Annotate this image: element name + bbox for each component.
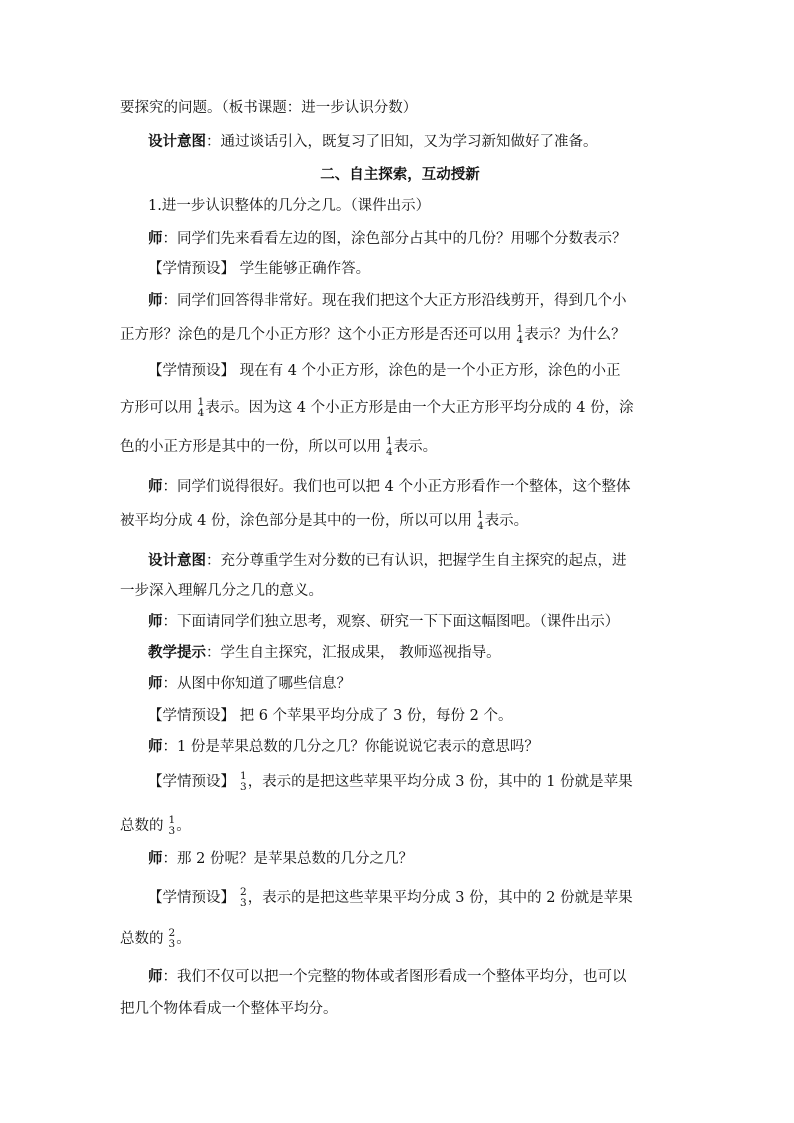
teaching-tip-label: 教学提示: [148, 644, 206, 661]
paragraph-line: [120, 324, 680, 346]
text: ：1 份是苹果总数的几分之几？你能说说它表示的意思吗？: [162, 739, 539, 755]
text: 表示。: [393, 439, 438, 455]
text: 一步深入理解几分之几的意义。: [120, 583, 323, 599]
paragraph-line: [148, 196, 680, 216]
text: 【学情预设】: [148, 890, 235, 906]
teacher-label: 师: [148, 675, 163, 692]
text: 要探究的问题。（板书课题：进一步认识分数）: [120, 100, 418, 116]
text: ，表示的是把这些苹果平均分成 3 份，其中的 1 份就是苹果: [247, 774, 633, 790]
teaching-tip-line: [148, 643, 680, 663]
prediction-line: [148, 259, 680, 279]
text: 方形可以用: [120, 400, 193, 416]
fraction-numerator: 1: [476, 509, 484, 521]
text: 1.进一步认识整体的几分之几。（课件出示）: [148, 198, 431, 214]
fraction-denominator: 3: [240, 897, 247, 909]
text: 【学情预设】 把 6 个苹果平均分成了 3 份，每份 2 个。: [148, 708, 513, 724]
text: 【学情预设】 学生能够正确作答。: [148, 261, 371, 277]
paragraph-line: [120, 436, 680, 458]
text: 总数的: [120, 818, 164, 834]
text: ，表示的是把这些苹果平均分成 3 份，其中的 2 份就是苹果: [247, 890, 633, 906]
text: ：同学们先来看看左边的图，涂色部分占其中的几份？用哪个分数表示？: [162, 231, 627, 247]
paragraph-line: [120, 815, 680, 837]
teacher-label: 师: [148, 850, 163, 867]
text: ：同学们回答得非常好。现在我们把这个大正方形沿线剪开，得到几个小: [162, 293, 627, 309]
fraction-denominator: 4: [516, 334, 524, 346]
fraction: [477, 510, 484, 532]
teacher-line: [148, 291, 680, 311]
section-title: [120, 165, 680, 185]
paragraph-line: [120, 928, 680, 950]
teacher-label: 师: [148, 478, 163, 495]
prediction-line: [148, 706, 680, 726]
text: 把几个物体看成一个整体平均分。: [120, 1001, 338, 1017]
prediction-line: [148, 361, 680, 381]
design-intent-label: 设计意图: [148, 133, 206, 150]
teacher-label: 师: [148, 738, 163, 755]
fraction-denominator: 3: [168, 938, 176, 950]
prediction-line: [148, 887, 680, 909]
text: 。: [176, 931, 191, 947]
paragraph-line: [120, 510, 680, 532]
fraction: [517, 324, 524, 346]
fraction: [386, 436, 393, 458]
fraction-numerator: 2: [168, 927, 176, 939]
design-intent-label: 设计意图: [148, 552, 206, 569]
text: 被平均分成 4 份，涂色部分是其中的一份，所以可以用: [120, 513, 472, 529]
fraction: [169, 928, 176, 950]
fraction: [240, 771, 247, 793]
teacher-line: [148, 674, 680, 694]
paragraph-line: [120, 999, 680, 1019]
fraction: [198, 397, 205, 419]
text: ：下面请同学们独立思考，观察、研究一下下面这幅图吧。（课件出示）: [162, 614, 620, 630]
fraction-numerator: 2: [240, 886, 247, 898]
text: 正方形？涂色的是几个小正方形？这个小正方形是否还可以用: [120, 327, 512, 343]
text: 【学情预设】 现在有 4 个小正方形，涂色的是一个小正方形，涂色的小正: [148, 363, 621, 379]
fraction-denominator: 4: [197, 407, 205, 419]
fraction: [240, 887, 247, 909]
paragraph-line: [120, 98, 680, 118]
fraction: [169, 815, 176, 837]
text: ：充分尊重学生对分数的已有认识，把握学生自主探究的起点，进: [206, 553, 627, 569]
text: ：同学们说得很好。我们也可以把 4 个小正方形看作一个整体，这个整体: [162, 479, 631, 495]
text: 总数的: [120, 931, 164, 947]
fraction-denominator: 4: [386, 446, 393, 458]
teacher-line: [148, 737, 680, 757]
teacher-line: [148, 967, 680, 987]
teacher-line: [148, 229, 680, 249]
design-intent-line: [148, 551, 680, 571]
text: ：我们不仅可以把一个完整的物体或者图形看成一个整体平均分，也可以: [162, 969, 627, 985]
fraction-numerator: 1: [240, 770, 247, 782]
text: ：从图中你知道了哪些信息？: [162, 676, 351, 692]
teacher-label: 师: [148, 613, 163, 630]
paragraph-line: [120, 581, 680, 601]
prediction-line: [148, 771, 680, 793]
text: 【学情预设】: [148, 774, 235, 790]
teacher-line: [148, 612, 680, 632]
text: 。: [176, 818, 191, 834]
fraction-denominator: 3: [240, 781, 247, 793]
section-title-text: 二、自主探索，互动授新: [320, 166, 480, 183]
design-intent-line: [148, 132, 680, 152]
fraction-numerator: 1: [197, 396, 205, 408]
text: 色的小正方形是其中的一份，所以可以用: [120, 439, 381, 455]
text: ：那 2 份呢？是苹果总数的几分之几？: [162, 851, 413, 867]
text: 表示？为什么？: [524, 327, 626, 343]
text: 表示。因为这 4 个小正方形是由一个大正方形平均分成的 4 份，涂: [205, 400, 634, 416]
teacher-label: 师: [148, 292, 163, 309]
text: ：通过谈话引入，既复习了旧知，又为学习新知做好了准备。: [206, 134, 598, 150]
text: ：学生自主探究，汇报成果， 教师巡视指导。: [206, 645, 501, 661]
teacher-line: [148, 477, 680, 497]
text: 表示。: [484, 513, 529, 529]
teacher-label: 师: [148, 230, 163, 247]
fraction-numerator: 1: [516, 323, 524, 335]
paragraph-line: [120, 397, 680, 419]
fraction-denominator: 4: [476, 520, 484, 532]
fraction-numerator: 1: [168, 814, 176, 826]
teacher-line: [148, 849, 680, 869]
teacher-label: 师: [148, 968, 163, 985]
fraction-denominator: 3: [168, 825, 176, 837]
fraction-numerator: 1: [386, 435, 393, 447]
